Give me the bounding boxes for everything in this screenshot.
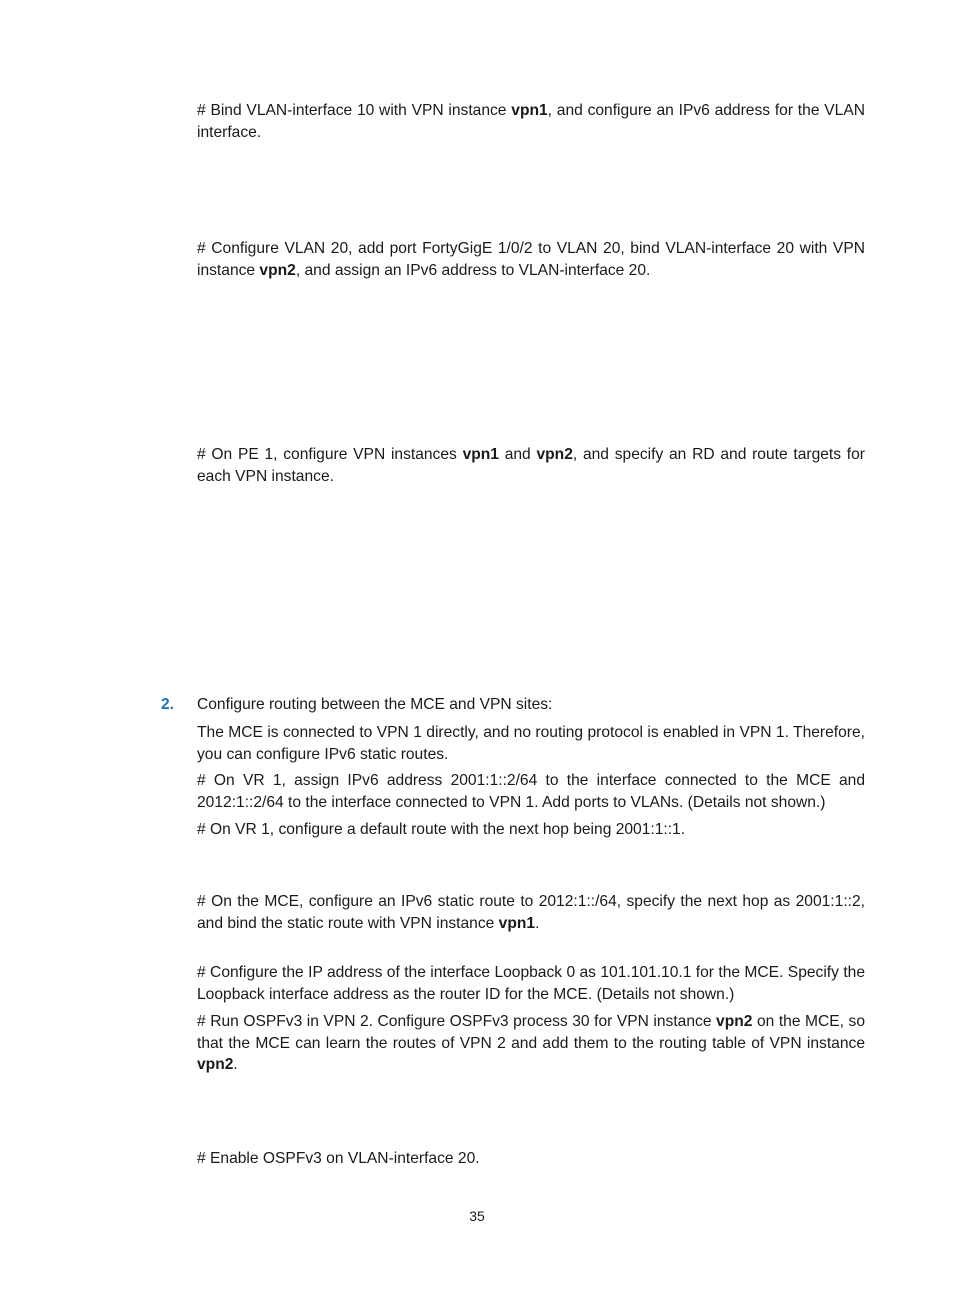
paragraph-pe1-vpn-instances (197, 444, 865, 487)
text: . (233, 1056, 238, 1073)
text: , and configure an IPv6 address for the VLAN interface. (197, 102, 865, 141)
text: # Bind VLAN-interface 10 with VPN instance (197, 102, 512, 119)
paragraph-mce-connected-vpn1: The MCE is connected to VPN 1 directly, and no routing protocol is enabled in VPN 1. Therefore, you can configure IPv6 static routes. (197, 724, 865, 763)
text: , and specify an RD and route targets for each VPN instance. (197, 446, 866, 485)
vpn-instance-name: vpn2 (197, 1056, 234, 1073)
vpn-instance-name: vpn2 (536, 446, 573, 463)
paragraph-mce-static-route (197, 891, 865, 934)
paragraph-enable-ospfv3: # Enable OSPFv3 on VLAN-interface 20. (197, 1150, 480, 1167)
vpn-instance-name: vpn1 (462, 446, 499, 463)
paragraph-vr1-assign-address: # On VR 1, assign IPv6 address 2001:1::2/64 to the interface connected to the MCE and 2012:1::2/64 to the interface connected to VPN 1. Add ports to VLANs. (Details not shown.) (197, 772, 865, 811)
page-number: 35 (469, 1208, 485, 1224)
paragraph-bind-vlan-interface-10 (197, 100, 865, 143)
vpn-instance-name: vpn1 (498, 914, 536, 932)
text: # Run OSPFv3 in VPN 2. Configure OSPFv3 process 30 for VPN instance (197, 1013, 717, 1030)
paragraph-vr1-default-route: # On VR 1, configure a default route with the next hop being 2001:1::1. (197, 821, 686, 838)
vpn-instance-name: vpn2 (716, 1013, 753, 1030)
text: and (498, 446, 537, 463)
text: . (535, 914, 540, 932)
text: # Configure VLAN 20, add port FortyGigE 1/0/2 to VLAN 20, bind VLAN-interface 20 with VPN instance (197, 240, 865, 279)
paragraph-loopback-router-id: # Configure the IP address of the interface Loopback 0 as 101.101.10.1 for the MCE. Specify the Loopback interface address as the router ID for the MCE. (Details not shown.) (197, 964, 865, 1003)
text: on the MCE, so that the MCE can learn the routes of VPN 2 and add them to the routing table of VPN instance (197, 1013, 866, 1052)
vpn-instance-name: vpn1 (511, 102, 548, 119)
paragraph-configure-vlan-20 (197, 238, 865, 281)
text: , and assign an IPv6 address to VLAN-interface 20. (295, 261, 651, 279)
text: # On the MCE, configure an IPv6 static route to 2012:1::/64, specify the next hop as 2001:1::2, and bind the static route with VPN instance (197, 893, 865, 932)
paragraph-run-ospfv3 (197, 1011, 865, 1076)
vpn-instance-name: vpn2 (259, 261, 296, 279)
step-title: Configure routing between the MCE and VPN sites: (197, 696, 553, 713)
text: # On PE 1, configure VPN instances (197, 446, 463, 463)
step-number: 2. (161, 696, 175, 713)
